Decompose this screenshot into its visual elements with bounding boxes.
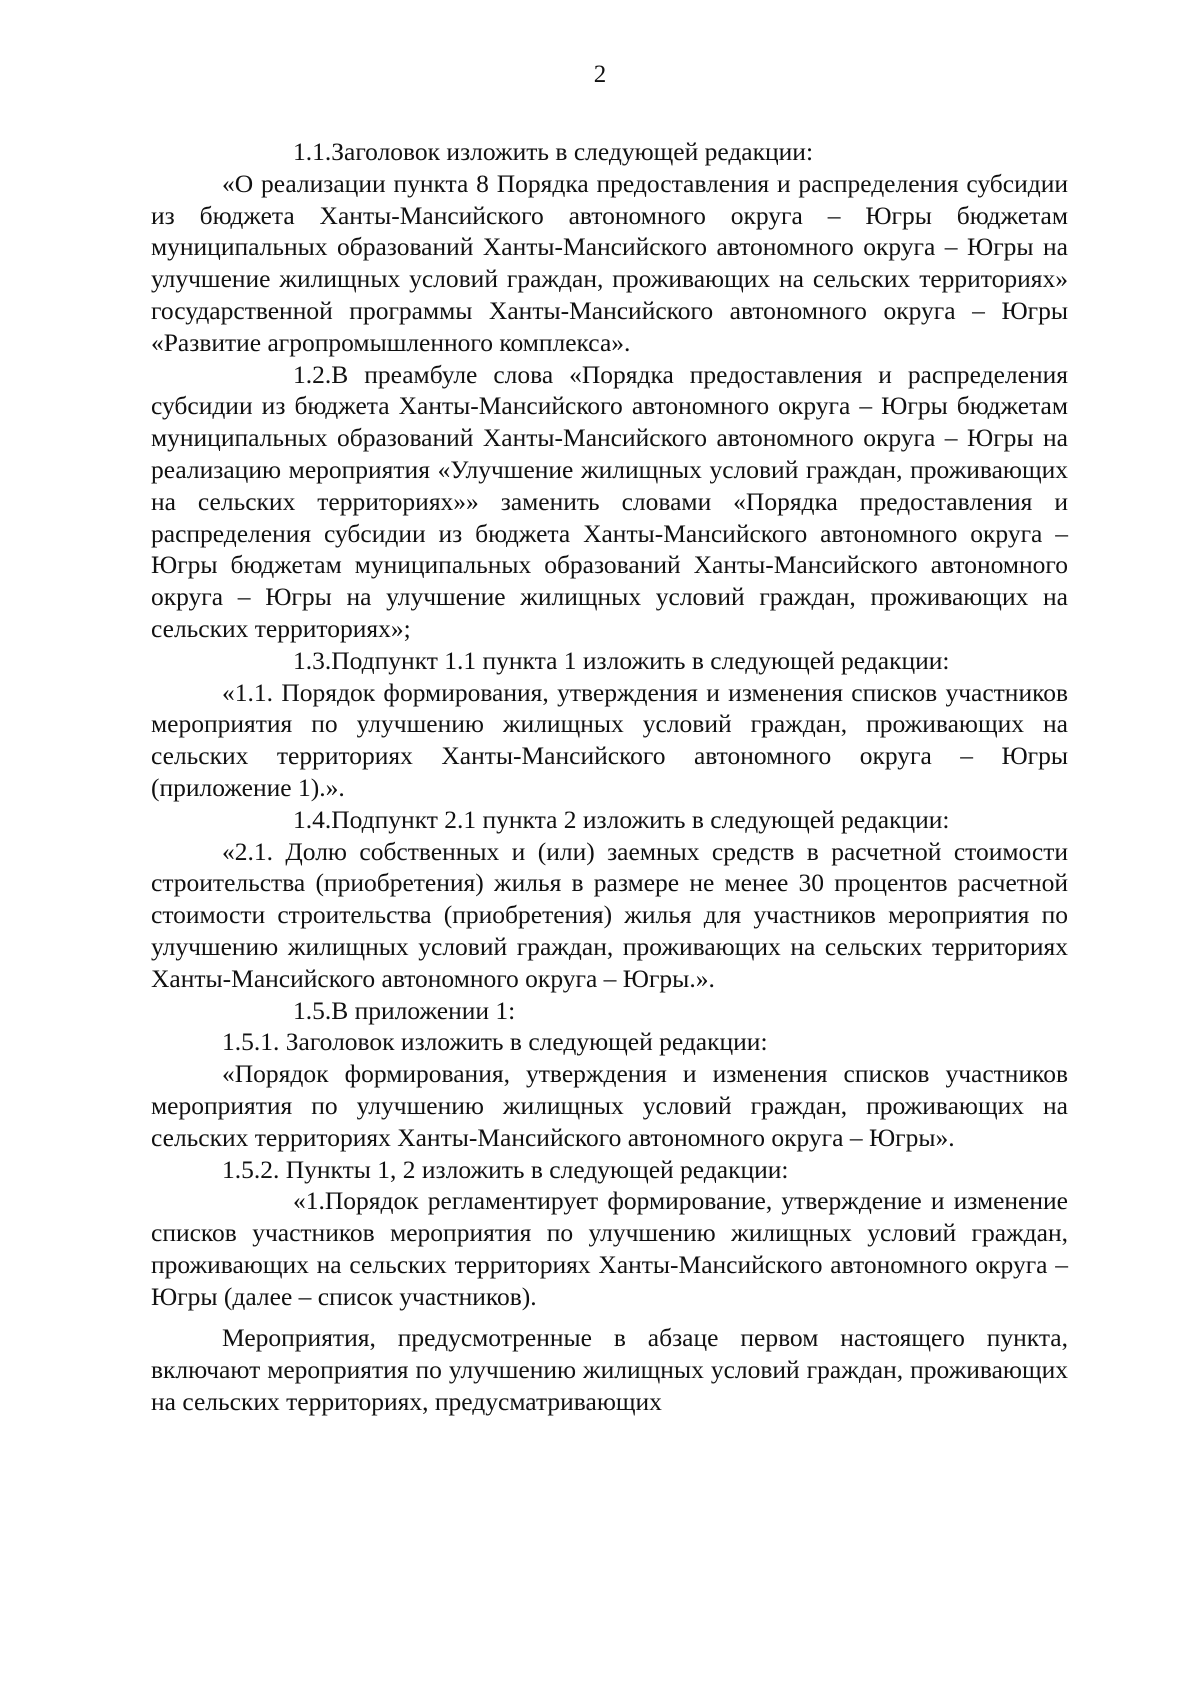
paragraph-text: «О реализации пункта 8 Порядка предоставления и распределения субсидии из бюджета Ханты-Мансийского автономного округа – Югры бюджетам муниципальных образований Ханты-Мансийского автономного округа – Югры на улучшение жилищных условий граждан, проживающих на сельских территориях» государственной программы Ханты-Мансийского автономного округа – Югры «Развитие агропромышленного комплекса».	[151, 168, 1068, 357]
paragraph-1-4	[151, 804, 1068, 836]
paragraph-number: 1.3.	[293, 645, 332, 675]
paragraph-number: 1.5.	[293, 995, 332, 1025]
paragraph-number: 1.1.	[293, 137, 332, 166]
paragraph-text: 1.5.1. Заголовок изложить в следующей редакции:	[222, 1027, 768, 1057]
paragraph-text: Мероприятия, предусмотренные в абзаце первом настоящего пункта, включают мероприятия по улучшению жилищных условий граждан, проживающих на сельских территориях, предусматривающих	[151, 1323, 1068, 1417]
paragraph-1-4-new-text	[151, 836, 1068, 995]
paragraph-1-1-new-title	[151, 168, 1068, 359]
paragraph-text: «2.1. Долю собственных и (или) заемных средств в расчетной стоимости строительства (приобретения) жилья в размере не менее 30 процентов расчетной стоимости строительства (приобретения) жилья для участников мероприятия по улучшению жилищных условий граждан, проживающих на сельских территориях Ханты-Мансийского автономного округа – Югры.».	[151, 836, 1068, 993]
paragraph-text: Заголовок изложить в следующей редакции:	[331, 137, 814, 166]
paragraph-text: 1.5.2. Пункты 1, 2 изложить в следующей редакции:	[222, 1154, 789, 1184]
paragraph-number: «1.	[293, 1186, 325, 1216]
paragraph-1-1	[151, 136, 1068, 168]
paragraph-1-5-1-new-title	[151, 1058, 1068, 1153]
paragraph-text: В приложении 1:	[331, 995, 516, 1025]
paragraph-1-2	[151, 359, 1068, 645]
paragraph-text: Подпункт 1.1 пункта 1 изложить в следующей редакции:	[331, 645, 950, 675]
paragraph-text: Подпункт 2.1 пункта 2 изложить в следующей редакции:	[331, 804, 950, 834]
paragraph-1-5-2	[151, 1154, 1068, 1186]
paragraph-1-5-1	[151, 1026, 1068, 1058]
paragraph-measures	[151, 1322, 1068, 1417]
paragraph-1-5	[151, 995, 1068, 1027]
paragraph-1-3	[151, 645, 1068, 677]
document-body	[151, 136, 1068, 1418]
paragraph-text: В преамбуле слова «Порядка предоставления и распределения субсидии из бюджета Ханты-Мансийского автономного округа – Югры бюджетам муниципальных образований Ханты-Мансийского автономного округа – Югры на реализацию мероприятия «Улучшение жилищных условий граждан, проживающих на сельских территориях»» заменить словами «Порядка предоставления и распределения субсидии из бюджета Ханты-Мансийского автономного округа – Югры бюджетам муниципальных образований Ханты-Мансийского автономного округа – Югры на улучшение жилищных условий граждан, проживающих на сельских территориях»;	[151, 359, 1068, 643]
page-number: 2	[593, 61, 607, 88]
paragraph-number: 1.4.	[293, 804, 332, 834]
paragraph-text: «1.1. Порядок формирования, утверждения и изменения списков участников мероприятия по улучшению жилищных условий граждан, проживающих на сельских территориях Ханты-Мансийского автономного округа – Югры (приложение 1).».	[151, 677, 1068, 802]
paragraph-number: 1.2.	[293, 359, 332, 389]
paragraph-text: Порядок регламентирует формирование, утверждение и изменение списков участников мероприятия по улучшению жилищных условий граждан, проживающих на сельских территориях Ханты-Мансийского автономного округа – Югры (далее – список участников).	[151, 1186, 1068, 1311]
paragraph-1-3-new-text	[151, 677, 1068, 804]
paragraph-text: «Порядок формирования, утверждения и изменения списков участников мероприятия по улучшению жилищных условий граждан, проживающих на сельских территориях Ханты-Мансийского автономного округа – Югры».	[151, 1059, 1068, 1152]
paragraph-new-item-1	[151, 1185, 1068, 1312]
